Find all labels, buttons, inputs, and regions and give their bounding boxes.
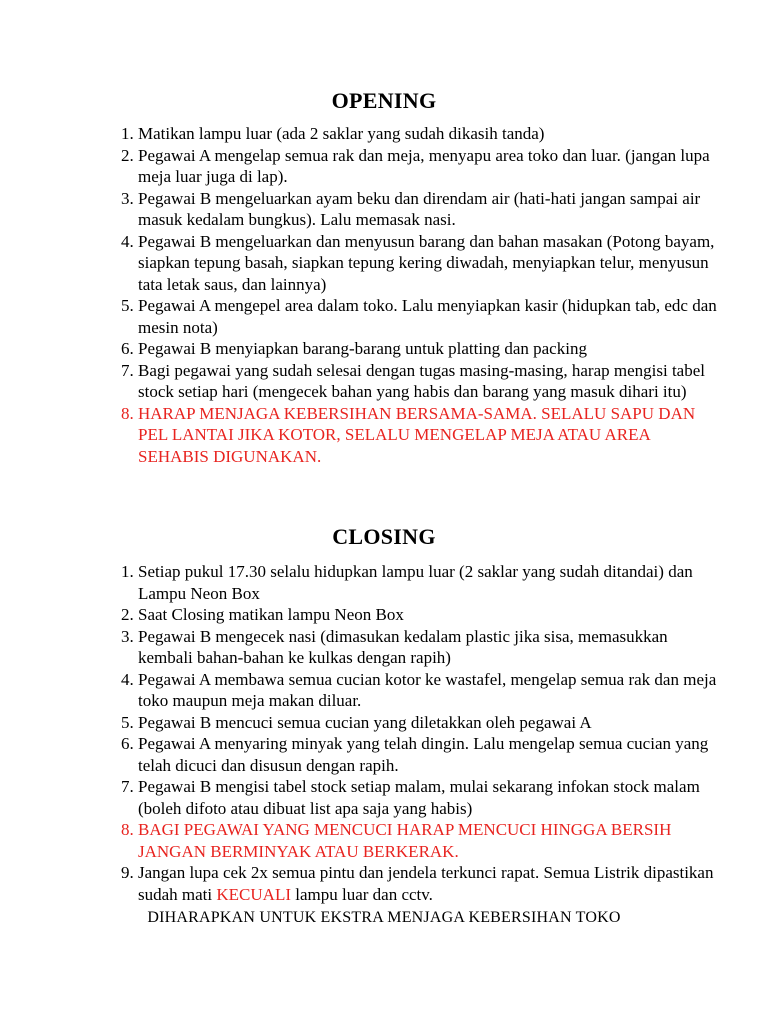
opening-step-7: 7. Bagi pegawai yang sudah selesai dengan tugas masing-masing, harap mengisi tabel stock setiap hari (mengecek bahan yang habis dan barang yang masuk dihari itu) bbox=[138, 360, 718, 403]
opening-title: OPENING bbox=[331, 88, 437, 113]
opening-step-3: 3. Pegawai B mengeluarkan ayam beku dan direndam air (hati-hati jangan sampai air masuk kedalam bungkus). Lalu memasak nasi. bbox=[138, 188, 718, 231]
opening-step-5: 5. Pegawai A mengepel area dalam toko. Lalu menyiapkan kasir (hidupkan tab, edc dan mesin nota) bbox=[138, 295, 718, 338]
closing-steps-list bbox=[102, 561, 718, 905]
opening-step-2: 2. Pegawai A mengelap semua rak dan meja, menyapu area toko dan luar. (jangan lupa meja luar juga di lap). bbox=[138, 145, 718, 188]
closing-step-9-text-after: lampu luar dan cctv. bbox=[291, 884, 433, 904]
closing-title: CLOSING bbox=[332, 524, 436, 549]
closing-step-8-washing-warning: 8. BAGI PEGAWAI YANG MENCUCI HARAP MENCUCI HINGGA BERSIH JANGAN BERMINYAK ATAU BERKERAK. bbox=[138, 819, 718, 862]
closing-step-9 bbox=[138, 862, 718, 905]
opening-steps-list bbox=[102, 123, 718, 467]
opening-step-8-cleanliness-warning: 8. HARAP MENJAGA KEBERSIHAN BERSAMA-SAMA. SELALU SAPU DAN PEL LANTAI JIKA KOTOR, SELALU MENGELAP MEJA ATAU AREA SEHABIS DIGUNAKAN. bbox=[138, 403, 718, 468]
closing-step-9-highlight: KECUALI bbox=[216, 884, 291, 904]
closing-step-9-text-before: Jangan lupa cek 2x semua pintu dan jendela terkunci rapat. Semua Listrik dipastikan sudah mati bbox=[138, 863, 714, 904]
closing-step-4: 4. Pegawai A membawa semua cucian kotor ke wastafel, mengelap semua rak dan meja toko maupun meja makan diluar. bbox=[138, 669, 718, 712]
closing-step-2: 2. Saat Closing matikan lampu Neon Box bbox=[138, 604, 718, 626]
footer-note: DIHARAPKAN UNTUK EKSTRA MENJAGA KEBERSIHAN TOKO bbox=[147, 909, 621, 926]
closing-step-7: 7. Pegawai B mengisi tabel stock setiap malam, mulai sekarang infokan stock malam (boleh difoto atau dibuat list apa saja yang habis) bbox=[138, 776, 718, 819]
closing-step-1: 1. Setiap pukul 17.30 selalu hidupkan lampu luar (2 saklar yang sudah ditandai) dan Lampu Neon Box bbox=[138, 561, 718, 604]
opening-step-4: 4. Pegawai B mengeluarkan dan menyusun barang dan bahan masakan (Potong bayam, siapkan tepung basah, siapkan tepung kering diwadah, menyiapkan telur, menyusun tata letak saus, dan lainnya) bbox=[138, 231, 718, 296]
opening-step-6: 6. Pegawai B menyiapkan barang-barang untuk platting dan packing bbox=[138, 338, 718, 360]
closing-step-5: 5. Pegawai B mencuci semua cucian yang diletakkan oleh pegawai A bbox=[138, 712, 718, 734]
closing-step-3: 3. Pegawai B mengecek nasi (dimasukan kedalam plastic jika sisa, memasukkan kembali bahan-bahan ke kulkas dengan rapih) bbox=[138, 626, 718, 669]
closing-step-6: 6. Pegawai A menyaring minyak yang telah dingin. Lalu mengelap semua cucian yang telah dicuci dan disusun dengan rapih. bbox=[138, 733, 718, 776]
opening-step-1: 1. Matikan lampu luar (ada 2 saklar yang sudah dikasih tanda) bbox=[138, 123, 718, 145]
